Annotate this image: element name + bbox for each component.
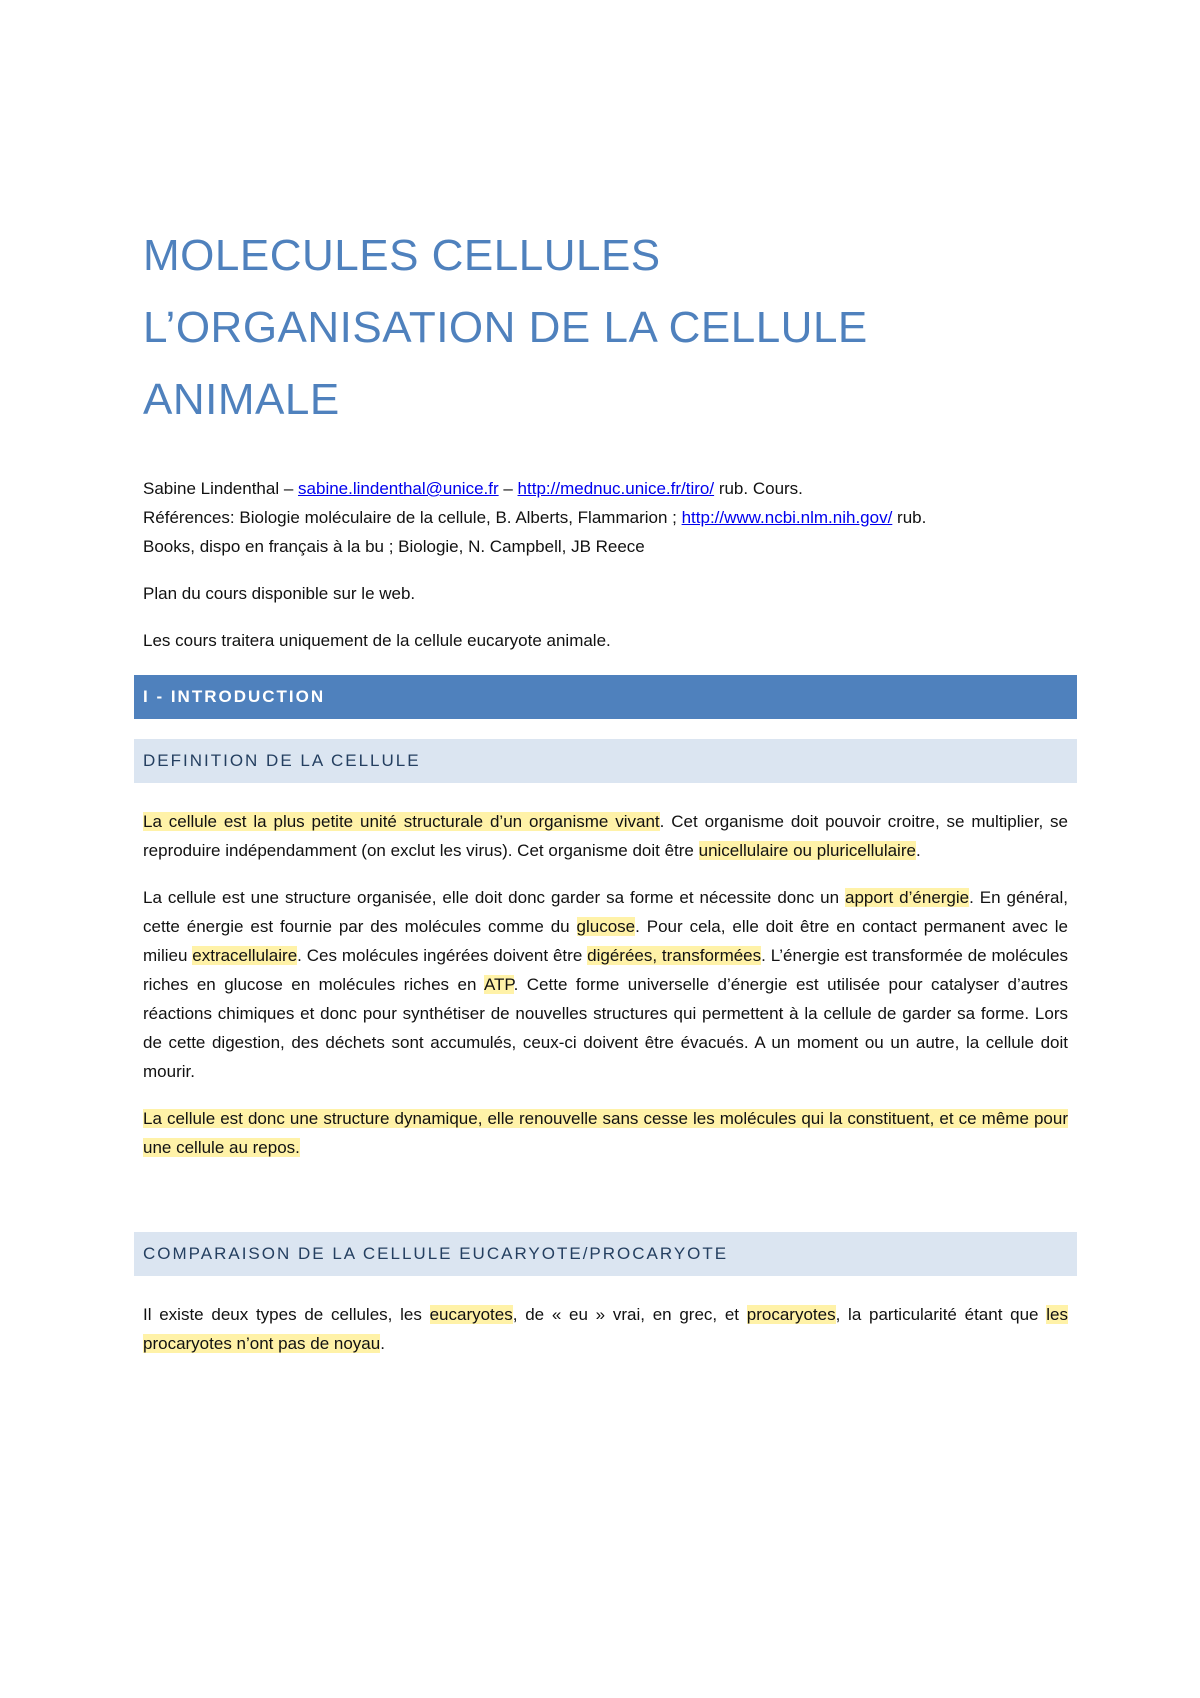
text-run: La cellule est une structure organisée, elle doit donc garder sa forme et nécessite donc un: [143, 888, 846, 907]
comparison-paragraph: [143, 1300, 1068, 1358]
author-name: Sabine Lindenthal –: [143, 479, 299, 498]
references-prefix: Références: Biologie moléculaire de la cellule, B. Alberts, Flammarion ;: [143, 508, 682, 527]
spacer: [143, 1162, 1068, 1212]
author-email-link[interactable]: sabine.lindenthal@unice.fr: [298, 479, 499, 498]
title-line-1: MOLECULES CELLULES: [143, 231, 661, 280]
text-run: Il existe deux types de cellules, les: [143, 1305, 430, 1324]
highlight-dynamique: La cellule est donc une structure dynamique, elle renouvelle sans cesse les molécules qui la constituent, et ce même pour une cellule au repos.: [143, 1109, 1068, 1157]
course-url-link[interactable]: http://mednuc.unice.fr/tiro/: [517, 479, 715, 498]
title-line-2: L’ORGANISATION DE LA CELLULE: [143, 303, 868, 352]
highlight-unicellulaire: unicellulaire ou pluricellulaire: [698, 841, 916, 860]
document-content: [143, 220, 1068, 1358]
subsection-heading-comparaison: COMPARAISON DE LA CELLULE EUCARYOTE/PROCARYOTE: [134, 1232, 1077, 1276]
text-run: . Cette forme universelle d’énergie est utilisée pour catalyser d’autres réactions chimiques et donc pour synthétiser de nouvelles structures qui permettent à la cellule de garder sa forme. Lors de cette digestion, des déchets sont accumulés, ceux-ci doivent être évacués. A un moment ou un autre, la cellule doit mourir.: [143, 975, 1068, 1081]
highlight-definition: La cellule est la plus petite unité structurale d’un organisme vivant: [143, 812, 660, 831]
highlight-eucaryotes: eucaryotes: [429, 1305, 513, 1324]
highlight-noyau: les procaryotes n’ont pas de noyau: [143, 1305, 1068, 1353]
title-line-3: ANIMALE: [143, 375, 340, 424]
highlight-atp: ATP: [483, 975, 514, 994]
author-sep: –: [498, 479, 518, 498]
course-rub: rub. Cours.: [714, 479, 803, 498]
text-run: . L’énergie est transformée de molécules riches en glucose en molécules riches en: [143, 946, 1068, 994]
text-run: , de « eu » vrai, en grec, et: [512, 1305, 747, 1324]
highlight-energie: apport d’énergie: [845, 888, 970, 907]
document-title: [143, 220, 1068, 436]
references-books: Books, dispo en français à la bu ; Biologie, N. Campbell, JB Reece: [143, 537, 645, 556]
text-run: .: [915, 841, 921, 860]
references-suffix: rub.: [892, 508, 927, 527]
highlight-extracellulaire: extracellulaire: [192, 946, 298, 965]
section-heading-introduction: I - INTRODUCTION: [134, 675, 1077, 719]
author-info: [143, 474, 1068, 561]
text-run: , la particularité étant que: [835, 1305, 1047, 1324]
definition-paragraph-1: [143, 807, 1068, 865]
highlight-glucose: glucose: [576, 917, 636, 936]
highlight-digerees: digérées, transformées: [587, 946, 762, 965]
plan-paragraph: Plan du cours disponible sur le web.: [143, 584, 416, 603]
definition-paragraph-2: [143, 883, 1068, 1086]
text-run: . Cet organisme doit pouvoir croitre, se multiplier, se reproduire indépendamment (on exclut les virus). Cet organisme doit être: [143, 812, 1069, 860]
subsection-heading-definition: DEFINITION DE LA CELLULE: [134, 739, 1077, 783]
definition-paragraph-3: [143, 1104, 1068, 1162]
text-run: . En général, cette énergie est fournie par des molécules comme du: [143, 888, 1068, 936]
ncbi-link[interactable]: http://www.ncbi.nlm.nih.gov/: [681, 508, 893, 527]
highlight-procaryotes: procaryotes: [746, 1305, 836, 1324]
text-run: . Pour cela, elle doit être en contact permanent avec le milieu: [143, 917, 1068, 965]
text-run: . Ces molécules ingérées doivent être: [297, 946, 588, 965]
scope-paragraph: Les cours traitera uniquement de la cellule eucaryote animale.: [143, 631, 611, 650]
text-run: .: [380, 1334, 385, 1353]
